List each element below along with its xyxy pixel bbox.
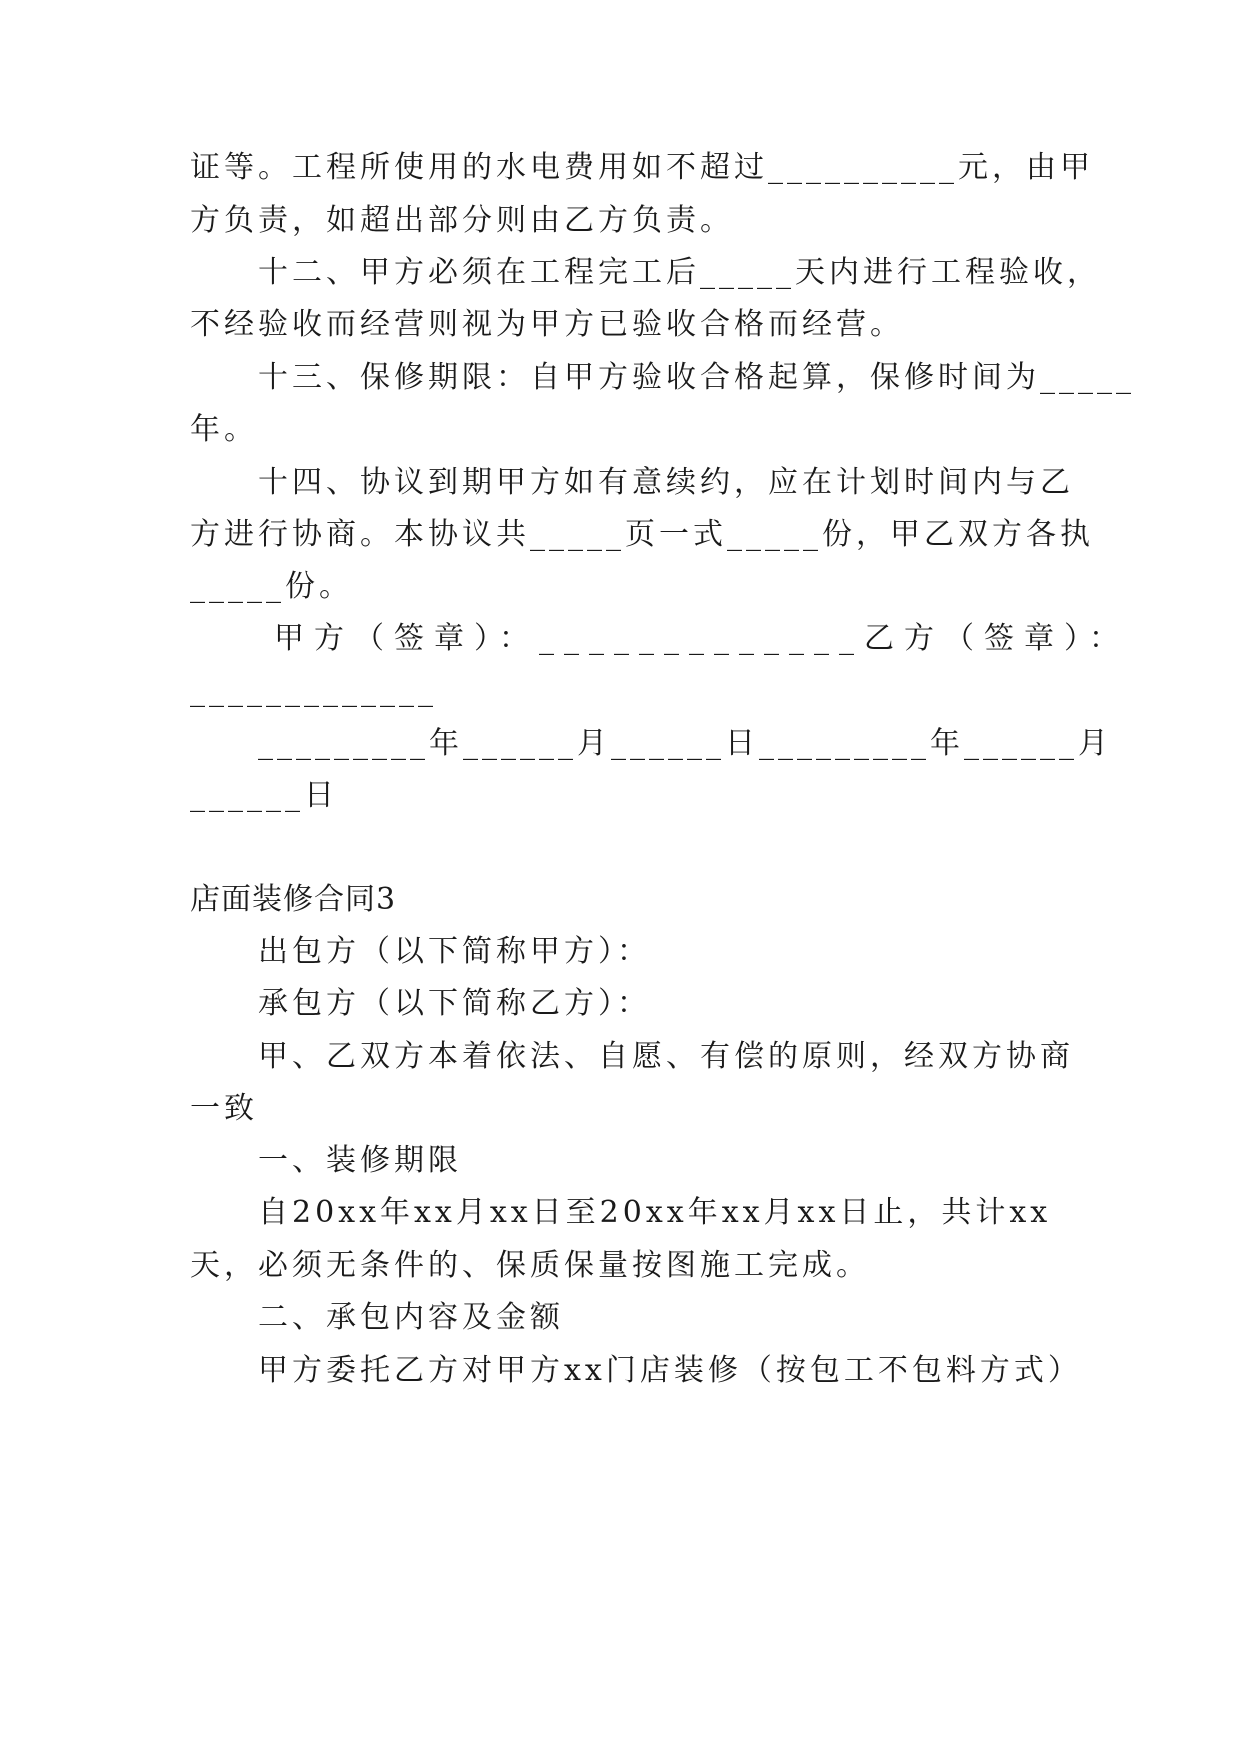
body-line: 方进行协商。本协议共_____页一式_____份，甲乙双方各执 — [190, 517, 1094, 552]
body-line: 自20xx年xx月xx日至20xx年xx月xx日止，共计xx — [258, 1195, 1052, 1230]
date-line: _________年______月______日_________年______月 — [258, 726, 1112, 761]
body-line: 方负责，如超出部分则由乙方负责。 — [190, 203, 734, 238]
party-b-line: 承包方（以下简称乙方）： — [258, 986, 651, 1021]
body-line: 证等。工程所使用的水电费用如不超过__________元，由甲 — [190, 150, 1094, 185]
preamble-line: 甲、乙双方本着依法、自愿、有偿的原则，经双方协商 — [258, 1039, 1074, 1074]
body-line: _____份。 — [190, 569, 353, 604]
body-line: 不经验收而经营则视为甲方已验收合格而经营。 — [190, 307, 904, 342]
section-title: 店面装修合同3 — [190, 882, 397, 917]
clause-13: 十三、保修期限：自甲方验收合格起算，保修时间为_____ — [258, 360, 1135, 395]
clause-heading: 一、装修期限 — [258, 1143, 462, 1178]
body-line: 天，必须无条件的、保质保量按图施工完成。 — [190, 1248, 870, 1283]
body-line: 年。 — [190, 412, 258, 447]
party-a-line: 出包方（以下简称甲方）： — [258, 934, 651, 969]
body-line: 甲方委托乙方对甲方xx门店装修（按包工不包料方式） — [258, 1353, 1082, 1388]
clause-12: 十二、甲方必须在工程完工后_____天内进行工程验收， — [258, 255, 1101, 290]
clause-14: 十四、协议到期甲方如有意续约，应在计划时间内与乙 — [258, 465, 1074, 500]
clause-heading: 二、承包内容及金额 — [258, 1300, 564, 1335]
signature-line: 甲方（签章）：_____________乙方（签章）： — [274, 621, 1129, 656]
signature-blank: _____________ — [190, 673, 437, 708]
date-line-cont: ______日 — [190, 778, 338, 813]
body-line: 一致 — [190, 1091, 258, 1126]
